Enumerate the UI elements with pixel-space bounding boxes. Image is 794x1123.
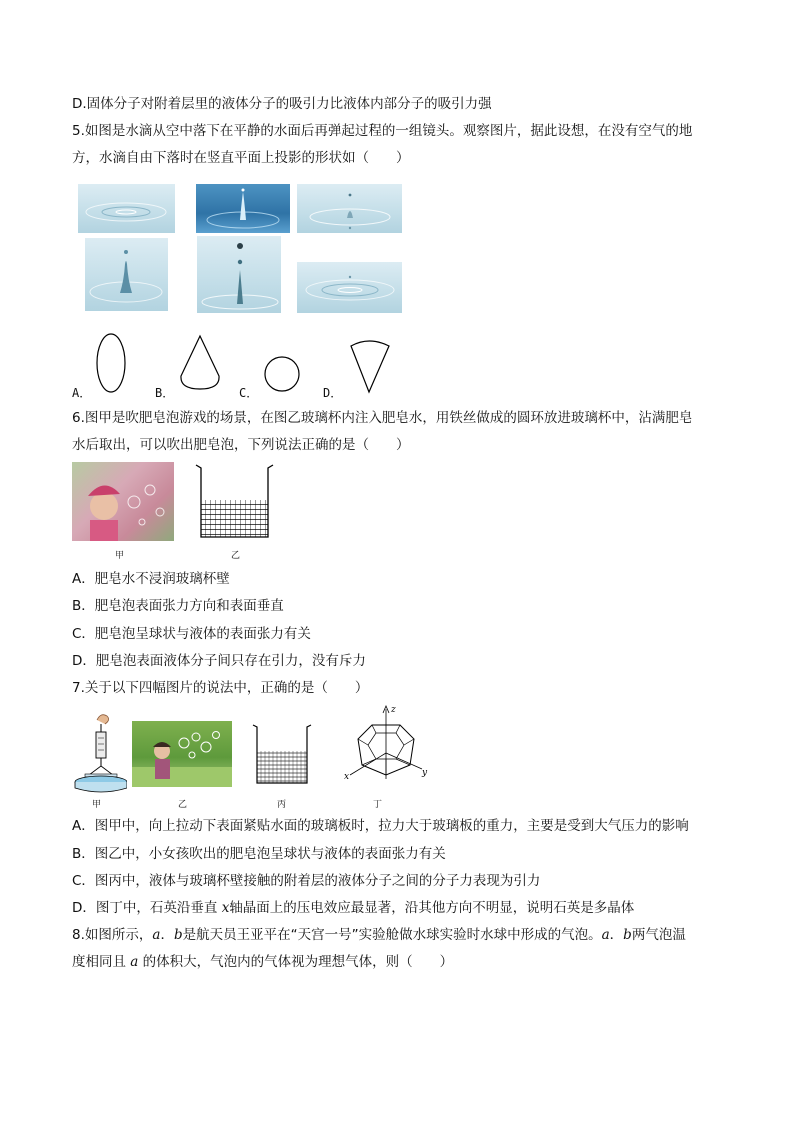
spring-scale-glass-plate-figure <box>71 710 127 795</box>
q5-stem-line2: 方，水滴自由下落时在竖直平面上投影的形状如（ ） <box>72 150 410 166</box>
beaker-soap-water-figure <box>193 462 275 544</box>
q6-option-a: A．肥皂水不浸润玻璃杯壁 <box>72 571 230 587</box>
q6-stem-line1: 6.图甲是吹肥皂泡游戏的场景，在图乙玻璃杯内注入肥皂水，用铁丝做成的圆环放进玻璃杯中，沾满肥皂 <box>72 410 693 426</box>
q6-option-c: C．肥皂泡呈球状与液体的表面张力有关 <box>72 626 311 642</box>
q7-caption-jia: 甲 <box>92 800 102 810</box>
q7-option-a: A．图甲中，向上拉动下表面紧贴水面的玻璃板时，拉力大于玻璃板的重力，主要是受到大气压力的影响 <box>72 818 689 834</box>
q5-option-b-label: B． <box>155 386 175 400</box>
q7-option-c: C．图丙中，液体与玻璃杯壁接触的附着层的液体分子之间的分子力表现为引力 <box>72 873 541 889</box>
q8-sep2: ． <box>609 927 624 943</box>
q4-option-d: D.固体分子对附着层里的液体分子的吸引力比液体内部分子的吸引力强 <box>72 96 492 112</box>
q8-text-4: 度相同且 <box>72 954 131 970</box>
water-photo-droplet-rising <box>297 184 402 233</box>
girl-bubbles-park-photo <box>132 721 232 787</box>
q7-caption-bing: 丙 <box>277 800 287 810</box>
q8-var-a3: a <box>130 954 139 970</box>
beaker-liquid-figure <box>251 723 313 789</box>
q7-option-d-prefix: D．图丁中，石英沿垂直 <box>72 900 222 916</box>
q8-text-2: 是航天员王亚平在“天宫一号”实验舱做水球实验时水球中形成的气泡。 <box>182 927 602 943</box>
q6-caption-yi: 乙 <box>231 551 241 561</box>
option-c-circle-shape <box>263 355 301 393</box>
q7-caption-yi: 乙 <box>178 800 188 810</box>
q6-option-b: B．肥皂泡表面张力方向和表面垂直 <box>72 598 284 614</box>
q8-var-a: a <box>152 927 161 943</box>
q7-caption-ding: 丁 <box>373 800 383 810</box>
girl-blowing-bubbles-photo <box>72 462 174 541</box>
q7-option-b: B．图乙中，小女孩吹出的肥皂泡呈球状与液体的表面张力有关 <box>72 846 446 862</box>
q7-stem: 7.关于以下四幅图片的说法中，正确的是（ ） <box>72 680 369 696</box>
q6-stem-line2: 水后取出，可以吹出肥皂泡，下列说法正确的是（ ） <box>72 437 410 453</box>
q5-stem-line1: 5.如图是水滴从空中落下在平静的水面后再弹起过程的一组镜头。观察图片，据此设想，在没有空气的地 <box>72 123 693 139</box>
water-photo-ripples-1 <box>78 184 175 233</box>
q7-option-d-variable-x: x <box>221 900 230 916</box>
option-b-teardrop-up-shape <box>176 334 224 392</box>
q8-sep: ． <box>160 927 174 943</box>
q8-var-a2: a <box>601 927 610 943</box>
q7-option-d <box>72 899 634 917</box>
q5-option-a-label: A． <box>72 386 92 400</box>
q8-stem-line1 <box>72 926 686 944</box>
q7-option-d-suffix: 轴晶面上的压电效应最显著，沿其他方向不明显，说明石英是多晶体 <box>229 900 635 916</box>
water-photo-splash-column <box>196 184 290 233</box>
q8-text-5: 的体积大，气泡内的气体视为理想气体，则（ ） <box>138 954 454 970</box>
option-d-teardrop-down-shape <box>345 338 395 396</box>
q8-var-b2: b <box>623 927 632 943</box>
q5-option-c-label: C． <box>239 386 259 400</box>
q8-text-3: 两气泡温 <box>631 927 686 943</box>
q5-option-d-label: D． <box>323 386 343 400</box>
q6-caption-jia: 甲 <box>115 551 125 561</box>
axis-label-y: y <box>422 768 428 778</box>
water-photo-tall-column <box>197 236 281 313</box>
quartz-crystal-axes-figure <box>342 703 432 793</box>
axis-label-z: z <box>391 705 396 715</box>
q8-var-b: b <box>173 927 183 943</box>
q8-stem-line2 <box>72 953 453 971</box>
axis-label-x: x <box>344 772 350 782</box>
q8-text-1: 8.如图所示， <box>72 927 153 943</box>
q6-option-d: D．肥皂泡表面液体分子间只存在引力，没有斥力 <box>72 653 366 669</box>
option-a-ellipse-shape <box>95 332 127 394</box>
water-photo-crown-splash <box>85 238 168 311</box>
water-photo-ripples-2 <box>297 262 402 313</box>
